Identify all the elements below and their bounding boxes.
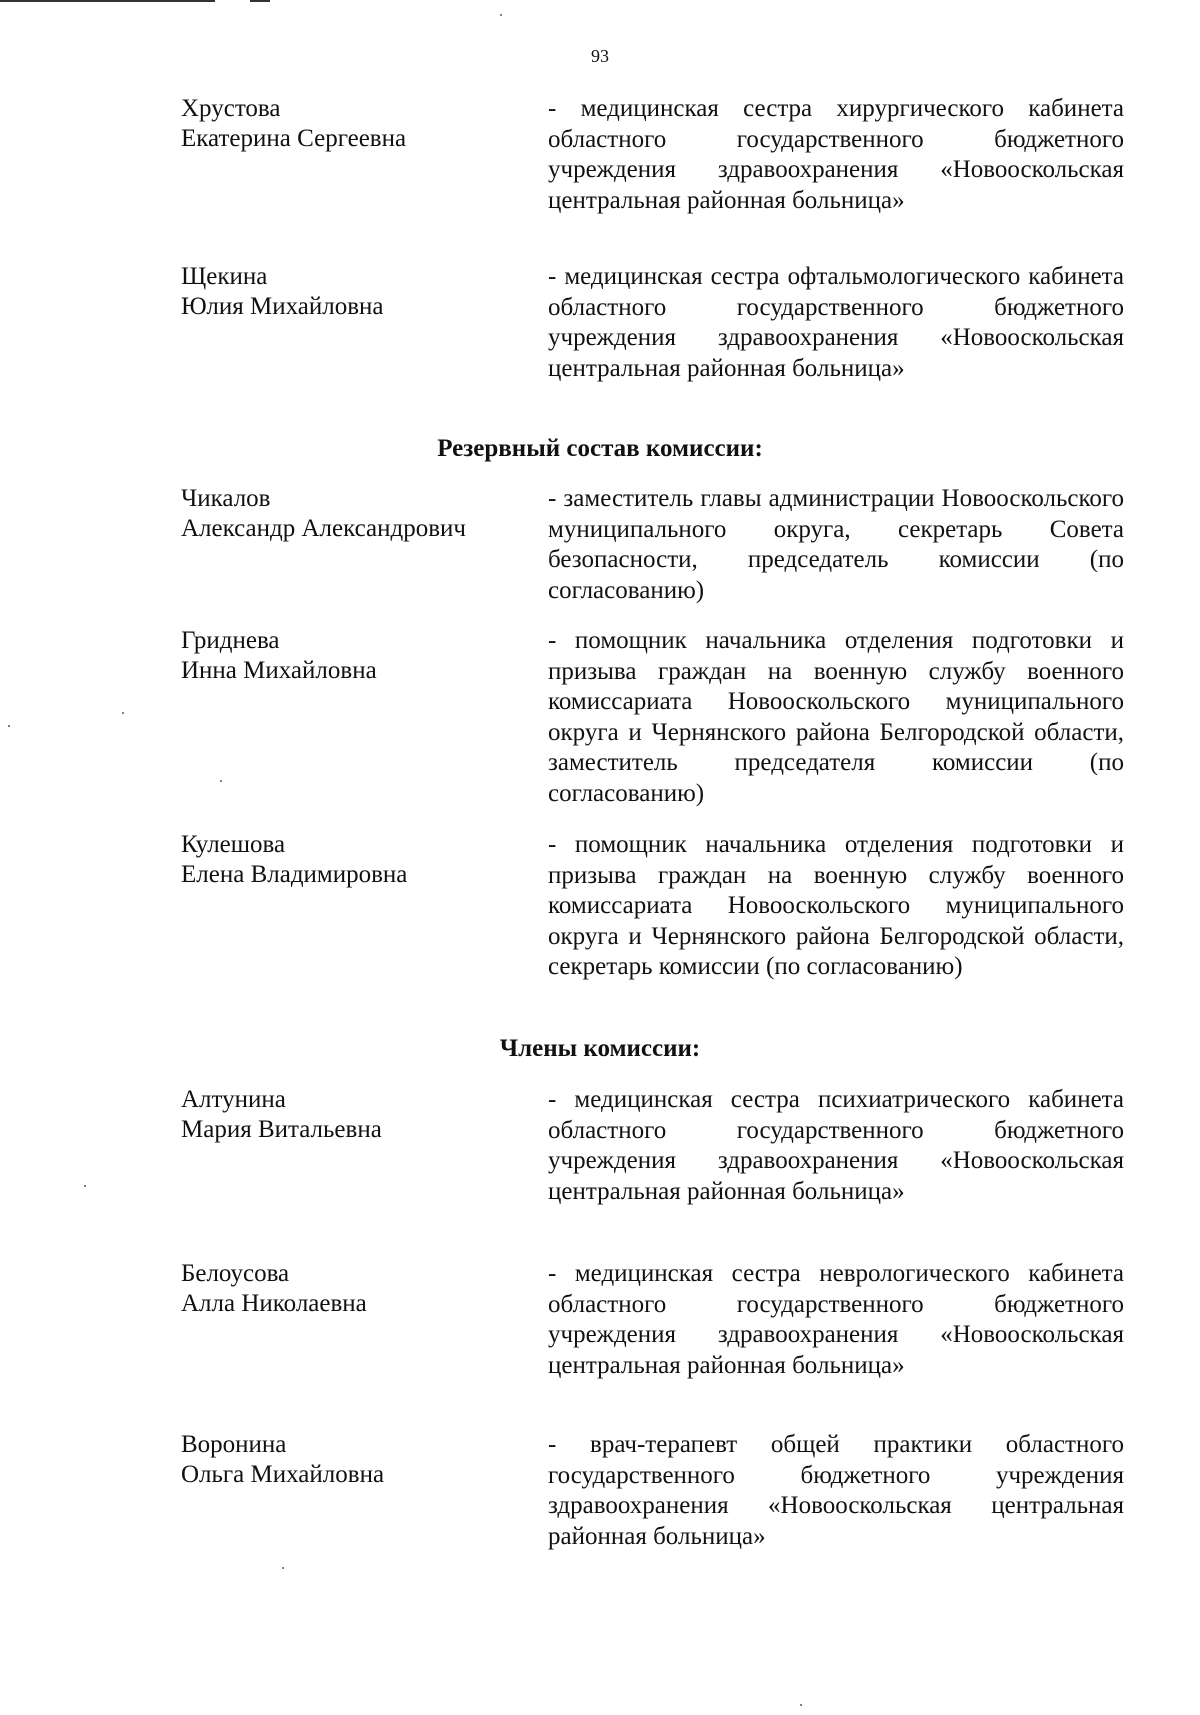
page-number: 93 (591, 46, 609, 66)
given-names: Елена Владимировна (181, 861, 408, 888)
member-name (181, 1085, 541, 1145)
surname: Чикалов (181, 485, 271, 512)
member-position: - заместитель главы администрации Новооскольского муниципального округа, секретарь Совета безопасности, председатель комиссии (по согласованию) (548, 485, 1124, 604)
members-heading: Члены комиссии: (499, 1035, 701, 1062)
scan-artifact-line (250, 0, 270, 2)
scan-speck (8, 725, 10, 727)
given-names: Ольга Михайловна (181, 1461, 385, 1488)
scan-speck (282, 1567, 284, 1569)
scan-artifact-line (0, 0, 215, 2)
surname: Белоусова (181, 1260, 290, 1287)
surname: Хрустова (181, 95, 281, 122)
scan-speck (84, 1185, 86, 1187)
given-names: Инна Михайловна (181, 657, 377, 684)
member-position: - помощник начальника отделения подготовки и призыва граждан на военную службу военного комиссариата Новооскольского муниципального округа и Чернянского района Белгородской области, секретарь комиссии (по согласованию) (548, 831, 1124, 980)
member-position: - медицинская сестра психиатрического кабинета областного государственного бюджетного учреждения здравоохранения «Новооскольская центральная районная больница» (548, 1086, 1124, 1205)
member-position: - медицинская сестра офтальмологического кабинета областного государственного бюджетного учреждения здравоохранения «Новооскольская центральная районная больница» (548, 263, 1124, 382)
member-name (181, 484, 541, 544)
scan-speck (800, 1704, 802, 1706)
member-name (181, 262, 541, 322)
surname: Гриднева (181, 627, 280, 654)
scan-speck (122, 712, 124, 714)
member-name (181, 1259, 541, 1319)
given-names: Юлия Михайловна (181, 293, 384, 320)
member-name (181, 1430, 541, 1490)
surname: Воронина (181, 1431, 287, 1458)
given-names: Мария Витальевна (181, 1116, 382, 1143)
scan-speck (220, 780, 222, 782)
surname: Алтунина (181, 1086, 286, 1113)
member-position: - помощник начальника отделения подготовки и призыва граждан на военную службу военного комиссариата Новооскольского муниципального округа и Чернянского района Белгородской области, заместитель председателя комиссии (по согласованию) (548, 627, 1124, 807)
reserve-heading: Резервный состав комиссии: (437, 435, 763, 462)
member-position: - медицинская сестра неврологического кабинета областного государственного бюджетного учреждения здравоохранения «Новооскольская центральная районная больница» (548, 1260, 1124, 1379)
given-names: Екатерина Сергеевна (181, 125, 407, 152)
member-position: - медицинская сестра хирургического кабинета областного государственного бюджетного учреждения здравоохранения «Новооскольская центральная районная больница» (548, 95, 1124, 214)
surname: Кулешова (181, 831, 286, 858)
member-name (181, 830, 541, 890)
member-name (181, 626, 541, 686)
surname: Щекина (181, 263, 268, 290)
member-position: - врач-терапевт общей практики областного государственного бюджетного учреждения здравоохранения «Новооскольская центральная районная больница» (548, 1431, 1124, 1550)
member-name (181, 94, 541, 154)
given-names: Алла Николаевна (181, 1290, 367, 1317)
given-names: Александр Александрович (181, 515, 466, 542)
scan-speck (500, 14, 502, 16)
